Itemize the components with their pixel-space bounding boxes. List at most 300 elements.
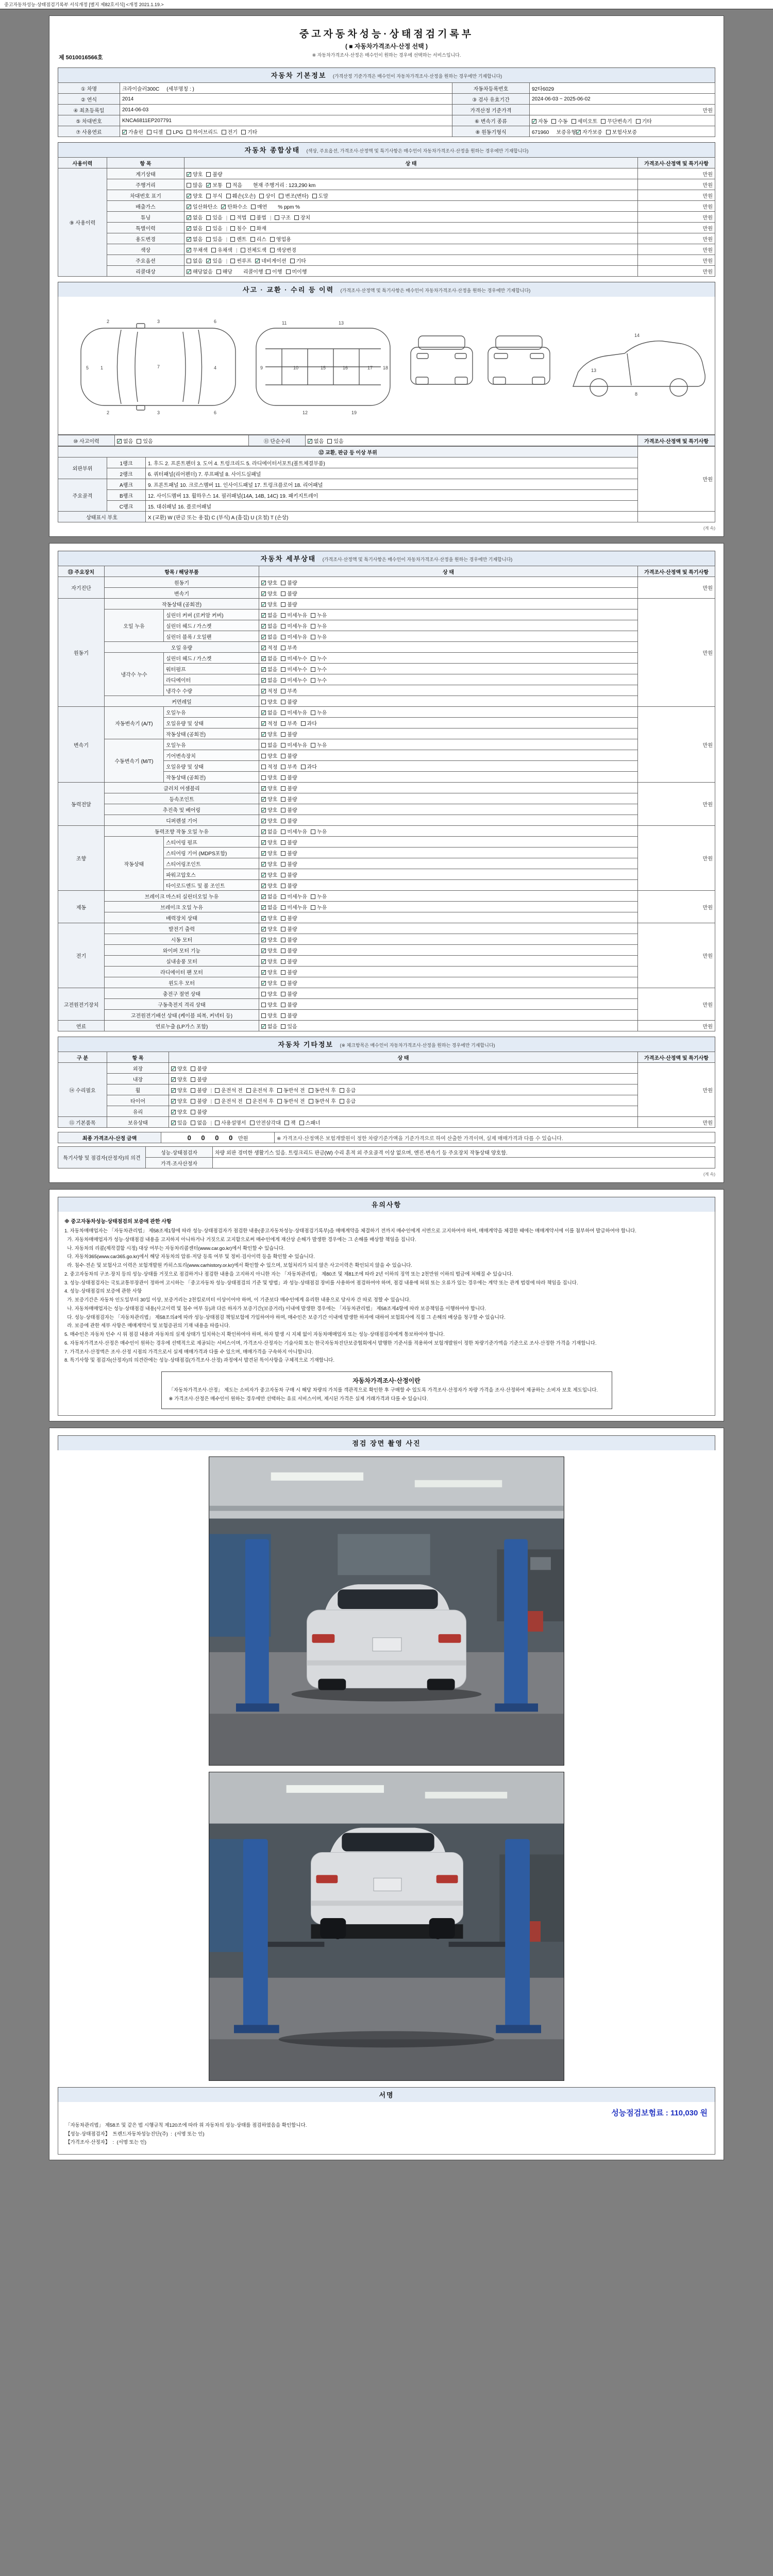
cell[interactable] (169, 1063, 638, 1074)
checkbox-option[interactable]: 있음 (137, 437, 153, 445)
checkbox-option[interactable]: ✓ 양호 (171, 1064, 187, 1072)
checkbox-option[interactable]: ✓ 양호 (171, 1086, 187, 1094)
cell[interactable] (259, 685, 638, 696)
final-price-note: ※ 가격조사·산정액은 보험개발원이 정한 차량기준가액을 기준가격으로 하여 산출한 가격이며, 실제 매매가격과 다를 수 있습니다. (275, 1132, 715, 1143)
cell[interactable] (259, 880, 638, 891)
checkbox-option[interactable]: 매연 (251, 202, 267, 210)
label-model-year: ② 연식 (58, 94, 120, 105)
cell[interactable] (259, 858, 638, 869)
checkbox-option[interactable]: 양호 (261, 698, 277, 705)
checkbox-option[interactable]: 불량 (281, 730, 297, 738)
checked-checkbox-icon (171, 1077, 176, 1082)
checkbox-option[interactable]: 리스 (250, 235, 266, 243)
page-title: 중고자동차성능·상태점검기록부 (299, 29, 474, 40)
checkbox-option[interactable]: 보험사보증 (606, 128, 637, 135)
checkbox-option[interactable]: ✓ 무채색 (187, 246, 208, 253)
cell[interactable] (259, 588, 638, 599)
cell[interactable]: ✓ 일산화탄소 ✓ 탄화수소 매연 % ppm % (184, 201, 638, 212)
cell[interactable] (259, 869, 638, 880)
checkbox-option[interactable]: 응급 (340, 1086, 356, 1094)
cell[interactable] (259, 1010, 638, 1021)
checkbox-option[interactable]: ✓ 적정 (261, 643, 277, 651)
checkbox-option[interactable]: 렌트 (230, 235, 246, 243)
cell[interactable] (259, 923, 638, 934)
checked-checkbox-icon (261, 678, 266, 683)
checkbox-option[interactable]: 불량 (191, 1108, 207, 1115)
checkbox-option[interactable]: 과다 (301, 719, 317, 727)
checkbox-option[interactable]: ✓ 없음 (261, 903, 277, 911)
checkbox-option[interactable]: 수동 (551, 117, 567, 125)
checkbox-option[interactable]: 있음 (206, 224, 222, 232)
checkbox-option[interactable]: ✓ 양호 (261, 579, 277, 586)
checkbox-option[interactable]: 훼손(오손) (226, 192, 256, 199)
checkbox-option[interactable]: 불량 (281, 882, 297, 889)
checkbox-option[interactable]: 과다 (301, 762, 317, 770)
checkbox-option[interactable]: 미세누유 (281, 622, 307, 630)
checkbox-option[interactable]: 미세누유 (281, 633, 307, 640)
cell[interactable] (169, 1095, 638, 1106)
checked-checkbox-icon (261, 916, 266, 921)
checkbox-option[interactable]: ✓ 없음 (261, 676, 277, 684)
checkbox-option[interactable]: ✓ 양호 (261, 838, 277, 846)
value-simple-repair[interactable] (306, 435, 638, 446)
table-row (58, 945, 715, 956)
unchecked-checkbox-icon (241, 130, 246, 134)
checkbox-option[interactable]: 운전석 후 (246, 1086, 274, 1094)
cell[interactable] (184, 168, 638, 179)
label-inspection-validity: ③ 검사 유효기간 (452, 94, 530, 105)
cell[interactable] (184, 233, 638, 244)
unchecked-checkbox-icon (281, 721, 285, 726)
cell[interactable] (259, 988, 638, 999)
checkbox-option[interactable]: 누수 (311, 676, 327, 684)
checkbox-option[interactable]: ✓ 보통 (206, 181, 222, 189)
checkbox-option[interactable]: ✓ 양호 (171, 1075, 187, 1083)
cell[interactable] (259, 977, 638, 988)
cell[interactable] (259, 631, 638, 642)
checked-checkbox-icon (261, 873, 266, 877)
cell: 만원 (638, 212, 715, 223)
cell[interactable] (184, 255, 638, 266)
checkbox-option[interactable]: 미세누유 (281, 708, 307, 716)
checkbox-option[interactable]: 불량 (206, 170, 222, 178)
checkbox-option[interactable]: 불량 (281, 773, 297, 781)
option-divider: | (210, 1120, 212, 1126)
checkbox-option[interactable]: 있음 (327, 437, 343, 445)
checkbox-option[interactable]: ✓ 없음 (261, 654, 277, 662)
cell[interactable]: 많음 ✓ 보통 적음 현재 주행거리 : 123,290 km (184, 179, 638, 190)
cell: 항 목 (107, 158, 184, 168)
checkbox-option[interactable]: ✓ 네비게이션 (255, 257, 286, 264)
checkbox-option[interactable]: 불량 (281, 946, 297, 954)
checkbox-option[interactable]: ✓ 없음 (261, 892, 277, 900)
checkbox-option[interactable]: 적정 (261, 762, 277, 770)
checkbox-option[interactable]: 해당 (216, 267, 232, 275)
section-subtitle: (가격산정 기준가격은 매수인이 자동차가격조사·산정을 원하는 경우에만 기재합니다) (332, 74, 502, 79)
cell[interactable] (259, 956, 638, 967)
cell: 만원 (638, 223, 715, 233)
checkbox-option[interactable]: 기타 (290, 257, 306, 264)
cell: 기어변속장치 (164, 750, 259, 761)
checkbox-option[interactable]: 누유 (311, 827, 327, 835)
cell[interactable] (259, 761, 638, 772)
checkbox-option[interactable]: 불량 (281, 752, 297, 759)
checkbox-option[interactable]: ✓ 가솔린 (122, 128, 143, 135)
checkbox-option[interactable]: 불량 (281, 817, 297, 824)
svg-text:15: 15 (321, 365, 326, 370)
cell: 가격조사·산정액 및 특기사항 (638, 1052, 715, 1063)
cell[interactable] (259, 772, 638, 783)
checkbox-option[interactable]: 불량 (281, 589, 297, 597)
checkbox-option[interactable]: 불량 (281, 990, 297, 997)
cell[interactable] (259, 739, 638, 750)
checkbox-option[interactable]: ✓ 없음 (261, 827, 277, 835)
checkbox-option[interactable]: 색상변경 (270, 246, 296, 253)
final-price-value[interactable] (161, 1132, 275, 1143)
checkbox-option[interactable]: 불량 (281, 698, 297, 705)
checkbox-option[interactable]: 누유 (311, 903, 327, 911)
top-strip (0, 0, 773, 9)
cell[interactable] (259, 642, 638, 653)
checkbox-option[interactable]: 스패너 (299, 1118, 321, 1126)
checkbox-option[interactable]: 불량 (191, 1086, 207, 1094)
cell[interactable] (259, 945, 638, 956)
checkbox-option[interactable]: 불량 (281, 849, 297, 857)
checkbox-option[interactable]: 부식 (206, 192, 222, 199)
checkbox-option[interactable]: ✓ 없음 (308, 437, 324, 445)
checkbox-option[interactable]: 불량 (281, 860, 297, 868)
checkbox-option[interactable]: 불량 (281, 1011, 297, 1019)
cell: 1. 후드 2. 프론트펜더 3. 도어 4. 트렁크리드 5. 라디에이터서포트(볼트체결부품) (146, 457, 638, 468)
cell: 냉각수 수량 (164, 685, 259, 696)
checkbox-option[interactable]: 불량 (191, 1097, 207, 1105)
unchecked-checkbox-icon (215, 1099, 220, 1104)
checkbox-option[interactable]: 침수 (230, 224, 246, 232)
checkbox-option[interactable]: 불량 (281, 600, 297, 608)
cell[interactable] (259, 783, 638, 793)
checked-checkbox-icon (187, 215, 191, 220)
unchecked-checkbox-icon (299, 1121, 304, 1125)
cell[interactable] (259, 804, 638, 815)
checkbox-option[interactable]: ✓ 자가보증 (576, 128, 602, 135)
checkbox-option[interactable]: 없음 (191, 1118, 207, 1126)
checkbox-option[interactable]: ✓ 양호 (261, 806, 277, 814)
value-accident-history[interactable] (115, 435, 249, 446)
checkbox-option[interactable]: 불량 (281, 871, 297, 878)
checkbox-option[interactable]: 누유 (311, 892, 327, 900)
cell[interactable] (259, 653, 638, 664)
unchecked-checkbox-icon (281, 992, 285, 996)
checkbox-option[interactable]: 미세누유 (281, 611, 307, 619)
unchecked-checkbox-icon (206, 226, 211, 231)
checkbox-option[interactable]: 부족 (281, 643, 297, 651)
cell[interactable] (259, 620, 638, 631)
checkbox-option[interactable]: ✓ 없음 (187, 224, 203, 232)
table-row (58, 653, 715, 664)
value-fuel[interactable] (120, 126, 452, 137)
cell: 만원 (638, 1063, 715, 1117)
checkbox-option[interactable]: 불량 (281, 784, 297, 792)
cell[interactable] (259, 967, 638, 977)
cell[interactable] (184, 190, 638, 201)
checkbox-option[interactable]: ✓ 양호 (261, 817, 277, 824)
checkbox-option[interactable]: 누수 (311, 654, 327, 662)
checkbox-option[interactable]: 미세누유 (281, 741, 307, 749)
checkbox-option[interactable]: ✓ 적정 (261, 719, 277, 727)
checkbox-option[interactable]: 있음 (281, 1022, 297, 1030)
price-survey-option[interactable]: ( ■ 자동차가격조사·산정 선택 ) (345, 43, 428, 50)
checkbox-option[interactable]: 불량 (191, 1064, 207, 1072)
unchecked-checkbox-icon (281, 754, 285, 758)
cell[interactable] (259, 912, 638, 923)
cell[interactable] (259, 837, 638, 848)
checkbox-option[interactable]: 불량 (281, 795, 297, 803)
checkbox-option[interactable]: 사용설명서 (215, 1118, 246, 1126)
checkbox-option[interactable]: 불량 (281, 1001, 297, 1008)
cell[interactable] (259, 707, 638, 718)
checkbox-option[interactable]: 미세누유 (281, 903, 307, 911)
checkbox-option[interactable]: 부족 (281, 687, 297, 694)
checkbox-option[interactable]: 많음 (187, 181, 203, 189)
checkbox-option[interactable]: ✓ 없음 (261, 708, 277, 716)
checkbox-option[interactable]: 있음 (206, 213, 222, 221)
checkbox-option[interactable]: 있음 (206, 235, 222, 243)
cell[interactable] (259, 902, 638, 912)
cell[interactable] (259, 815, 638, 826)
unchecked-checkbox-icon (281, 743, 285, 748)
unchecked-checkbox-icon (270, 248, 275, 252)
label-fuel: ⑦ 사용연료 (58, 126, 120, 137)
checkbox-option[interactable]: 없음 (261, 741, 277, 749)
checkbox-option[interactable]: 하이브리드 (187, 128, 217, 135)
checkbox-option[interactable]: LPG (166, 130, 183, 135)
cell[interactable] (259, 750, 638, 761)
checkbox-option[interactable]: 무단변속기 (601, 117, 632, 125)
checkbox-option[interactable]: 부족 (281, 762, 297, 770)
checkbox-option[interactable]: ✓ 양호 (261, 914, 277, 922)
checkbox-option[interactable]: ✓ 없음 (261, 633, 277, 640)
checkbox-option[interactable]: ✓ 양호 (261, 936, 277, 943)
checkbox-option[interactable]: 디젤 (147, 128, 163, 135)
unchecked-checkbox-icon (281, 851, 285, 856)
checkbox-option[interactable]: ✓ 없음 (187, 235, 203, 243)
checkbox-option[interactable]: 불량 (281, 579, 297, 586)
cell (213, 1158, 715, 1168)
checkbox-option[interactable]: 전기 (222, 128, 238, 135)
checked-checkbox-icon (261, 710, 266, 715)
checkbox-option[interactable]: 누유 (311, 741, 327, 749)
checkbox-option[interactable]: 세미오토 (572, 117, 598, 125)
checkbox-option[interactable]: 불량 (281, 806, 297, 814)
checkbox-option[interactable]: ✓ 없음 (261, 665, 277, 673)
checkbox-option[interactable]: 적음 (226, 181, 242, 189)
checkbox-option[interactable]: 미세누수 (281, 654, 307, 662)
cell[interactable] (259, 609, 638, 620)
unchecked-checkbox-icon (281, 797, 285, 802)
unchecked-checkbox-icon (266, 269, 271, 274)
checkbox-option[interactable]: ✓ 양호 (261, 882, 277, 889)
checkbox-option[interactable]: 전체도색 (241, 246, 267, 253)
unchecked-checkbox-icon (261, 700, 266, 704)
cell[interactable] (259, 696, 638, 707)
checkbox-option[interactable]: ✓ 없음 (261, 611, 277, 619)
cell[interactable] (259, 934, 638, 945)
checkbox-option[interactable]: 불량 (281, 936, 297, 943)
checkbox-option[interactable]: ✓ 해당없음 (187, 267, 213, 275)
cell[interactable]: ✓ 해당없음 해당 리콜이행 : 이행 미이행 (184, 266, 638, 277)
cell[interactable] (259, 664, 638, 674)
checkbox-option[interactable]: 불량 (281, 914, 297, 922)
checkbox-option[interactable]: 누유 (311, 622, 327, 630)
checkbox-option[interactable]: 불량 (281, 957, 297, 965)
cell: 배출가스 (107, 201, 184, 212)
cell[interactable] (259, 674, 638, 685)
unchecked-checkbox-icon (191, 1066, 195, 1071)
checkbox-option[interactable]: ✓ 없음 (117, 437, 133, 445)
cell[interactable] (169, 1074, 638, 1084)
unchecked-checkbox-icon (261, 992, 266, 996)
checkbox-option[interactable]: 동반석 전 (277, 1097, 305, 1105)
checkbox-option[interactable]: ✓ 없음 (261, 1022, 277, 1030)
checkbox-option[interactable]: ✓ 양호 (261, 925, 277, 933)
cell: 워터펌프 (164, 664, 259, 674)
checkbox-option[interactable]: ✓ 있음 (206, 257, 222, 264)
cell[interactable] (259, 599, 638, 609)
checkbox-option[interactable]: 운전석 전 (215, 1097, 242, 1105)
checkbox-option[interactable]: 누수 (311, 665, 327, 673)
cell[interactable] (259, 728, 638, 739)
checkbox-option[interactable]: 양호 (261, 1011, 277, 1019)
table-row (58, 233, 715, 244)
checkbox-option[interactable]: 불량 (281, 838, 297, 846)
checkbox-option[interactable]: ✓ 적정 (261, 687, 277, 694)
checkbox-option[interactable]: 유채색 (211, 246, 232, 253)
checkbox-option[interactable]: ✓ 양호 (261, 979, 277, 987)
notice-paragraph: 다. 성능·상태점검자는 「자동차관리법」 제58조의4에 따라 성능·상태점검 책임보험에 가입하여야 하며, 매수인은 보증기간 이내에 발생한 하자에 대하여 보험회사에 직접 그 손해의 배상을 청구할 수 있습니다. (64, 1314, 506, 1320)
checkbox-option[interactable]: ✓ 양호 (171, 1108, 187, 1115)
section-band-notice (58, 1197, 715, 1212)
checkbox-option[interactable]: 누유 (311, 708, 327, 716)
checkbox-option[interactable]: 미세누유 (281, 892, 307, 900)
checkbox-option[interactable]: 기타 (636, 117, 652, 125)
checkbox-option[interactable]: 불량 (281, 925, 297, 933)
checkbox-option[interactable]: 누유 (311, 611, 327, 619)
checkbox-option[interactable]: 불법 (250, 213, 266, 221)
cell[interactable] (169, 1084, 638, 1095)
unchecked-checkbox-icon (281, 656, 285, 661)
cell[interactable] (169, 1106, 638, 1117)
value-engine-type[interactable]: 671960 보증유형 ✓ 자가보증 보험사보증 (530, 126, 715, 137)
checkbox-option[interactable]: ✓ 양호 (261, 795, 277, 803)
checkbox-option[interactable]: 불량 (281, 968, 297, 976)
checkbox-option[interactable]: 미이행 (286, 267, 307, 275)
checkbox-option[interactable]: 적법 (230, 213, 246, 221)
checkbox-option[interactable]: ✓ 양호 (261, 871, 277, 878)
cell[interactable] (259, 718, 638, 728)
unchecked-checkbox-icon (281, 916, 285, 921)
checkbox-option[interactable]: 썬루프 (230, 257, 251, 264)
checkbox-option[interactable]: 도말 (312, 192, 328, 199)
unchecked-checkbox-icon (187, 130, 191, 134)
checkbox-option[interactable]: 운전석 전 (215, 1086, 242, 1094)
checkbox-option[interactable]: 양호 (261, 752, 277, 759)
checkbox-option[interactable]: 잭 (284, 1118, 296, 1126)
checkbox-option[interactable]: 기타 (241, 128, 257, 135)
checkbox-option[interactable]: 동반석 전 (277, 1086, 305, 1094)
cell[interactable] (169, 1117, 638, 1128)
checkbox-option[interactable]: 불량 (281, 979, 297, 987)
cell[interactable] (259, 848, 638, 858)
cell[interactable] (259, 999, 638, 1010)
checkbox-option[interactable]: 변조(변타) (279, 192, 308, 199)
cell[interactable] (259, 891, 638, 902)
checkbox-option[interactable]: ✓ 양호 (261, 849, 277, 857)
checkbox-option[interactable]: ✓ 양호 (187, 170, 203, 178)
checkbox-option[interactable]: ✓ 양호 (261, 946, 277, 954)
checkbox-option[interactable]: 양호 (261, 773, 277, 781)
checkbox-option[interactable]: ✓ 양호 (261, 600, 277, 608)
checkbox-option[interactable]: 양호 (261, 1001, 277, 1008)
checkbox-option[interactable]: 미세누유 (281, 827, 307, 835)
checkbox-option[interactable]: ✓ 양호 (261, 860, 277, 868)
checked-checkbox-icon (261, 721, 266, 726)
checkbox-option[interactable]: ✓ 없음 (187, 213, 203, 221)
checkbox-option[interactable]: 동반석 후 (309, 1097, 336, 1105)
checkbox-option[interactable]: 화재 (250, 224, 266, 232)
checkbox-option[interactable]: ✓ 양호 (261, 730, 277, 738)
cell[interactable] (184, 244, 638, 255)
cell: 타이로드엔드 및 볼 조인트 (164, 880, 259, 891)
checkbox-option[interactable]: 구조 (275, 213, 291, 221)
checkbox-option[interactable]: ✓ 없음 (261, 622, 277, 630)
checked-checkbox-icon (261, 948, 266, 953)
checkbox-option[interactable]: 안전삼각대 (250, 1118, 281, 1126)
checkbox-option[interactable]: ✓ 양호 (187, 192, 203, 199)
checkbox-option[interactable]: 장치 (294, 213, 310, 221)
checkbox-option[interactable]: 동반석 후 (309, 1086, 336, 1094)
checkbox-option[interactable]: ✓ 양호 (261, 968, 277, 976)
cell[interactable] (259, 793, 638, 804)
checkbox-option[interactable]: 상이 (259, 192, 275, 199)
checkbox-option[interactable]: ✓ 양호 (261, 957, 277, 965)
checkbox-option[interactable]: ✓ 있음 (171, 1118, 187, 1126)
cell[interactable] (259, 1021, 638, 1031)
checkbox-option[interactable]: 없음 (187, 257, 203, 264)
checkbox-option[interactable]: 미세누수 (281, 665, 307, 673)
checkbox-option[interactable]: ✓ 양호 (261, 784, 277, 792)
checkbox-option[interactable]: ✓ 일산화탄소 (187, 202, 217, 210)
checkbox-option[interactable]: 이행 (266, 267, 282, 275)
cell[interactable] (184, 212, 638, 223)
checkbox-option[interactable]: 부족 (281, 719, 297, 727)
checkbox-option[interactable]: ✓ 양호 (261, 589, 277, 597)
checkbox-option[interactable]: 누유 (311, 633, 327, 640)
checkbox-option[interactable]: 응급 (340, 1097, 356, 1105)
checkbox-option[interactable]: ✓ 자동 (532, 117, 548, 125)
cell[interactable] (259, 577, 638, 588)
checkbox-option[interactable]: ✓ 양호 (171, 1097, 187, 1105)
value-transmission[interactable] (530, 115, 715, 126)
checkbox-option[interactable]: 미세누수 (281, 676, 307, 684)
checkbox-option[interactable]: 운전석 후 (246, 1097, 274, 1105)
checkbox-option[interactable]: 영업용 (270, 235, 291, 243)
cell[interactable] (259, 826, 638, 837)
checkbox-option[interactable]: 양호 (261, 990, 277, 997)
checkbox-option[interactable]: 불량 (191, 1075, 207, 1083)
cell[interactable] (184, 223, 638, 233)
unchecked-checkbox-icon (606, 130, 611, 134)
checkbox-option[interactable]: ✓ 탄화수소 (221, 202, 247, 210)
